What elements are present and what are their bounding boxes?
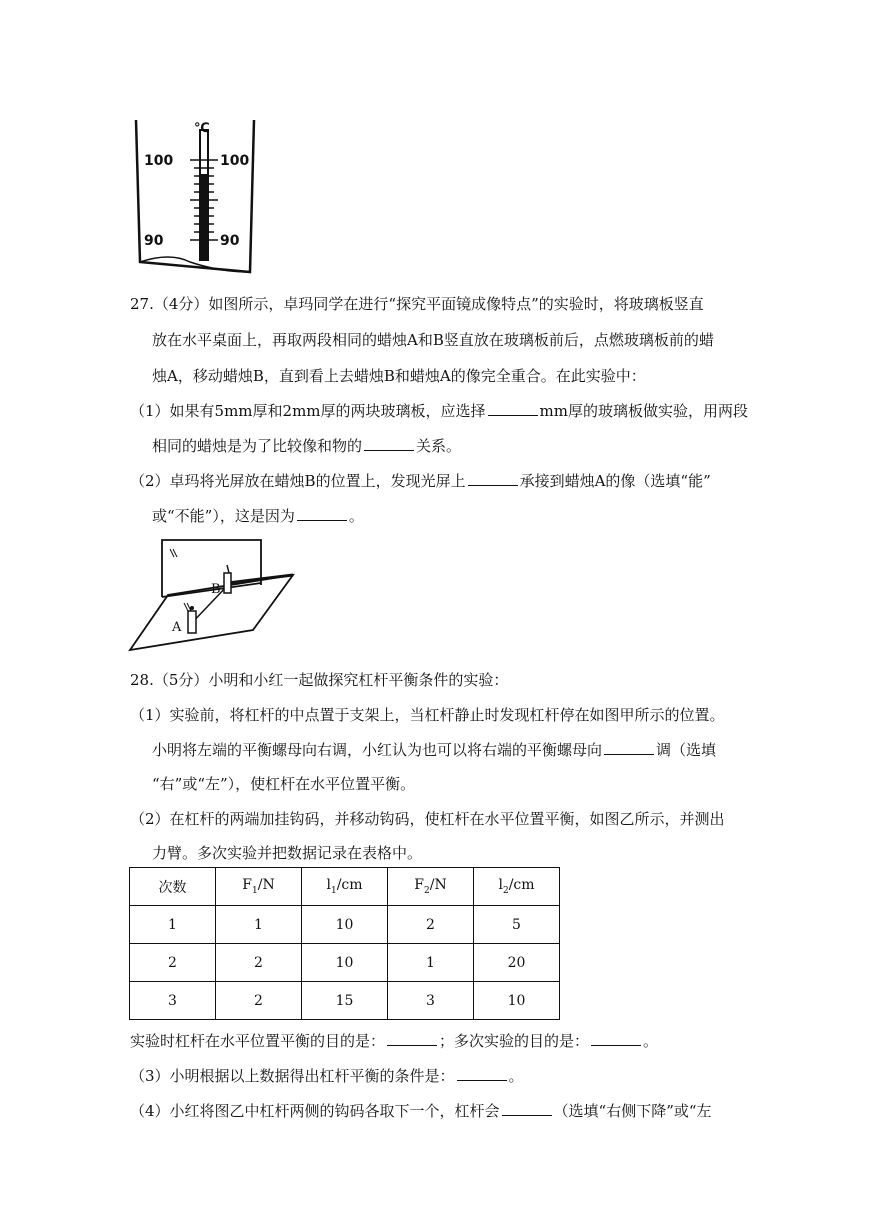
table-header-cell: $l_1/cm$ [302,868,388,906]
table-header-cell: $F_1/N$ [216,868,302,906]
q28-after-text-b: ；多次实验的目的是： [439,1032,590,1050]
q27-part1-text-c: 相同的蜡烛是为了比较像和物的 [152,437,363,455]
q27-line-2: 放在水平桌面上，再取两段相同的蜡烛A和B竖直放在玻璃板前后，点燃玻璃板前的蜡 [152,331,714,349]
table-cell: 3 [130,982,216,1020]
q27-line-3: 烛A，移动蜡烛B，直到看上去蜡烛B和蜡烛A的像完全重合。在此实验中： [152,367,646,385]
q28-part4-text-a: （4）小红将图乙中杠杆两侧的钩码各取下一个，杠杆会 [130,1102,500,1120]
answer-blank[interactable] [468,471,518,486]
q27-part1-text-b: mm厚的玻璃板做实验，用两段 [539,402,748,420]
q28-part1-line1: （1）实验前，将杠杆的中点置于支架上，当杠杆静止时发现杠杆停在如图甲所示的位置。 [130,706,725,724]
q27-part2-line1 [130,471,711,491]
candle-label-b: B [211,582,221,597]
candle-label-a: A [172,620,182,635]
q28-part4-line [130,1101,712,1121]
q28-after-table [130,1031,658,1051]
table-cell: 10 [302,944,388,982]
q27-part1-text-a: （1）如果有5mm厚和2mm厚的两块玻璃板，应选择 [130,402,486,420]
table-cell: 15 [302,982,388,1020]
q27-line-1: 27.（4分）如图所示，卓玛同学在进行“探究平面镜成像特点”的实验时，将玻璃板竖直 [130,295,704,313]
q28-line-1: 28.（5分）小明和小红一起做探究杠杆平衡条件的实验： [130,671,509,689]
q27-part1-line1 [130,401,748,421]
table-header-cell: 次数 [130,868,216,906]
table-row [130,944,560,982]
q28-part1-text-c: 调（选填 [656,741,717,759]
q28-part2-line2: 力臂。多次实验并把数据记录在表格中。 [152,844,423,862]
table-cell: 1 [130,906,216,944]
table-cell: 1 [388,944,474,982]
table-row [130,982,560,1020]
table-cell: 10 [302,906,388,944]
table-cell: 1 [216,906,302,944]
table-cell: 3 [388,982,474,1020]
q28-part3-text-a: （3）小明根据以上数据得出杠杆平衡的条件是： [130,1067,455,1085]
thermometer-figure [130,112,260,277]
table-cell: 2 [388,906,474,944]
q28-part3-line [130,1066,524,1086]
q27-part2-text-c: 或“不能”），这是因为 [152,507,295,525]
thermometer-label-top-right: 100 [220,153,250,169]
thermometer-label-top-left: 100 [144,153,174,169]
answer-blank[interactable] [387,1031,437,1046]
answer-blank[interactable] [502,1101,552,1116]
thermometer-label-bottom-left: 90 [144,233,164,249]
q28-part1-line3: “右”或“左”），使杠杆在水平位置平衡。 [152,775,416,793]
q28-part1-text-b: 小明将左端的平衡螺母向右调，小红认为也可以将右端的平衡螺母向 [152,741,603,759]
lever-data-table [129,867,560,1020]
table-cell: 20 [474,944,560,982]
table-cell: 5 [474,906,560,944]
q27-part1-text-d: 关系。 [416,437,462,455]
q27-part2-text-a: （2）卓玛将光屏放在蜡烛B的位置上，发现光屏上 [130,472,466,490]
table-row [130,906,560,944]
answer-blank[interactable] [297,506,347,521]
answer-blank[interactable] [488,401,538,416]
q28-after-text-a: 实验时杠杆在水平位置平衡的目的是： [130,1032,386,1050]
table-header-cell: $l_2/cm$ [474,868,560,906]
answer-blank[interactable] [604,740,654,755]
q27-part2-text-b: 承接到蜡烛A的像（选填“能” [519,472,711,490]
q28-part4-text-b: （选填“右侧下降”或“左 [553,1102,712,1120]
answer-blank[interactable] [591,1031,641,1046]
table-cell: 2 [130,944,216,982]
q27-part1-line2 [152,436,461,456]
q28-after-text-c: 。 [643,1032,659,1050]
answer-blank[interactable] [364,436,414,451]
table-cell: 2 [216,944,302,982]
thermometer-unit: ℃ [194,121,210,136]
plane-mirror-figure [128,535,298,655]
table-cell: 2 [216,982,302,1020]
answer-blank[interactable] [457,1066,507,1081]
q27-part2-line2 [152,506,364,526]
table-header-cell: $F_2/N$ [388,868,474,906]
q28-part1-line2 [152,740,716,760]
q28-part3-text-b: 。 [508,1067,524,1085]
q28-part2-line1: （2）在杠杆的两端加挂钩码，并移动钩码，使杠杆在水平位置平衡，如图乙所示，并测出 [130,810,725,828]
table-cell: 10 [474,982,560,1020]
table-header-row [130,868,560,906]
q27-part2-text-d: 。 [348,507,364,525]
thermometer-label-bottom-right: 90 [220,233,240,249]
